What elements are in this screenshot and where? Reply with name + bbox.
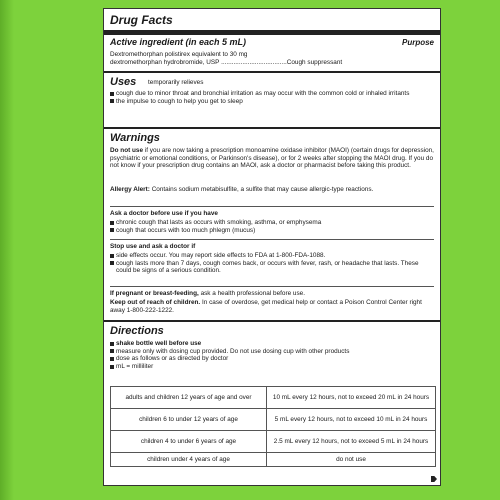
continue-arrow-icon <box>431 476 437 482</box>
directions-item: measure only with dosing cup provided. Do not use dosing cup with other products <box>110 348 434 356</box>
drug-facts-panel <box>103 8 441 486</box>
bullet-icon <box>110 342 114 346</box>
table-row <box>111 409 436 431</box>
title-divider <box>104 30 440 35</box>
bullet-icon <box>110 99 114 103</box>
age-group-cell: children 4 to under 6 years of age <box>111 431 267 453</box>
keep-out-of-reach-text: Keep out of reach of children. In case of overdose, get medical help or contact a Poison Control Center right away 1-800-222-1222. <box>110 299 422 314</box>
ask-doctor-item: cough that occurs with too much phlegm (mucus) <box>110 227 434 235</box>
directions-item: dose as follows or as directed by doctor <box>110 355 434 363</box>
active-ingredient-line1: Dextromethorphan polistirex equivalent to 30 mg <box>110 51 248 58</box>
age-group-cell: children under 4 years of age <box>111 453 267 467</box>
do-not-use-text: Do not use if you are now taking a prescription monoamine oxidase inhibitor (MAOI) (certain drugs for depression, psychiatric or emotional conditions, or Parkinson's disease), or for 2 weeks after stopping the MAOI drug. If you do not know if your prescription drug contains an MAOI, ask a doctor or pharmacist before taking this product. <box>110 147 434 170</box>
directions-divider <box>104 320 440 322</box>
uses-divider <box>104 71 440 73</box>
package-edge <box>0 0 14 500</box>
stop-use-heading: Stop use and ask a doctor if <box>110 243 196 250</box>
bullet-icon <box>110 228 114 232</box>
bullet-icon <box>110 261 114 265</box>
bullet-icon <box>110 221 114 225</box>
warnings-heading: Warnings <box>110 132 160 144</box>
directions-item: shake bottle well before use <box>110 340 434 348</box>
uses-list <box>110 90 434 105</box>
age-group-cell: children 6 to under 12 years of age <box>111 409 267 431</box>
pregnant-divider <box>110 286 434 287</box>
uses-item: the impulse to cough to help you get to sleep <box>110 98 434 106</box>
uses-item: cough due to minor throat and bronchial irritation as may occur with the common cold or inhaled irritants <box>110 90 434 98</box>
ask-doctor-item: chronic cough that lasts as occurs with smoking, asthma, or emphysema <box>110 219 434 227</box>
dosage-table <box>110 386 436 467</box>
active-ingredient-heading: Active ingredient (in each 5 mL) <box>110 37 247 47</box>
dose-cell: do not use <box>267 453 436 467</box>
ask-doctor-heading: Ask a doctor before use if you have <box>110 210 218 217</box>
dose-cell: 5 mL every 12 hours, not to exceed 10 mL in 24 hours <box>267 409 436 431</box>
purpose-heading: Purpose <box>401 38 434 47</box>
drug-facts-title: Drug Facts <box>110 13 173 27</box>
dose-cell: 2.5 mL every 12 hours, not to exceed 5 mL in 24 hours <box>267 431 436 453</box>
uses-intro: temporarily relieves <box>148 79 204 86</box>
pregnant-text: If pregnant or breast-feeding, ask a health professional before use. <box>110 290 306 297</box>
bullet-icon <box>110 349 114 353</box>
table-row <box>111 431 436 453</box>
warnings-divider <box>104 127 440 129</box>
stop-use-item: side effects occur. You may report side effects to FDA at 1-800-FDA-1088. <box>110 252 434 260</box>
dose-cell: 10 mL every 12 hours, not to exceed 20 mL in 24 hours <box>267 387 436 409</box>
uses-heading: Uses <box>110 76 137 88</box>
age-group-cell: adults and children 12 years of age and over <box>111 387 267 409</box>
stop-use-list <box>110 252 434 275</box>
stop-use-item: cough lasts more than 7 days, cough comes back, or occurs with fever, rash, or headache that lasts. These could be signs of a serious condition. <box>110 260 434 275</box>
bullet-icon <box>110 357 114 361</box>
bullet-icon <box>110 92 114 96</box>
directions-list <box>110 340 434 370</box>
table-row <box>111 387 436 409</box>
ask-doctor-divider <box>110 206 434 207</box>
bullet-icon <box>110 365 114 369</box>
directions-heading: Directions <box>110 325 164 337</box>
active-ingredient-line2: dextromethorphan hydrobromide, USP .....................................Cough suppressant <box>110 59 343 66</box>
allergy-alert-text: Allergy Alert: Contains sodium metabisulfite, a sulfite that may cause allergic-type reactions. <box>110 186 374 193</box>
ask-doctor-list <box>110 219 434 234</box>
directions-item: mL = milliliter <box>110 363 434 371</box>
stop-use-divider <box>110 239 434 240</box>
bullet-icon <box>110 254 114 258</box>
table-row <box>111 453 436 467</box>
